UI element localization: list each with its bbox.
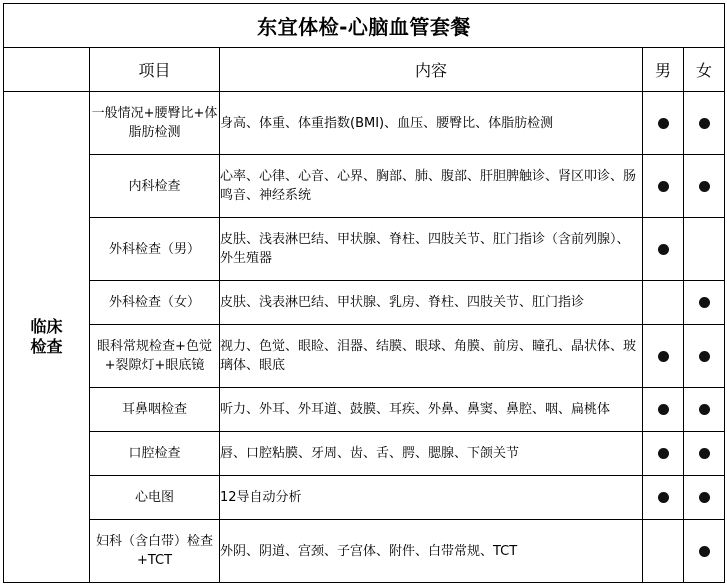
female-mark-cell — [684, 432, 725, 476]
female-mark-cell — [684, 520, 725, 583]
content-cell: 视力、色觉、眼睑、泪器、结膜、眼球、角膜、前房、瞳孔、晶状体、玻璃体、眼底 — [220, 325, 643, 388]
male-dot — [658, 448, 669, 459]
table-row — [4, 92, 725, 155]
female-mark-cell — [684, 476, 725, 520]
category-label: 临床检查 — [30, 317, 63, 356]
male-dot — [658, 404, 669, 415]
content-cell: 听力、外耳、外耳道、鼓膜、耳疾、外鼻、鼻窦、鼻腔、咽、扁桃体 — [220, 388, 643, 432]
male-mark-cell — [643, 432, 684, 476]
item-cell: 耳鼻咽检查 — [90, 388, 220, 432]
male-dot — [658, 351, 669, 362]
content-cell: 唇、口腔粘膜、牙周、齿、舌、腭、腮腺、下颌关节 — [220, 432, 643, 476]
table-row — [4, 388, 725, 432]
female-mark-cell — [684, 92, 725, 155]
female-dot — [699, 546, 710, 557]
content-cell: 12导自动分析 — [220, 476, 643, 520]
item-cell: 口腔检查 — [90, 432, 220, 476]
table-row — [4, 432, 725, 476]
content-cell: 皮肤、浅表淋巴结、甲状腺、脊柱、四肢关节、肛门指诊（含前列腺）、外生殖器 — [220, 218, 643, 281]
header-male: 男 — [643, 48, 684, 92]
table-row — [4, 476, 725, 520]
content-cell: 外阴、阴道、宫颈、子宫体、附件、白带常规、TCT — [220, 520, 643, 583]
male-mark-cell — [643, 92, 684, 155]
male-mark-cell — [643, 155, 684, 218]
item-cell: 妇科（含白带）检查+TCT — [90, 520, 220, 583]
item-cell: 一般情况+腰臀比+体脂肪检测 — [90, 92, 220, 155]
female-dot — [699, 448, 710, 459]
male-dot — [658, 181, 669, 192]
male-mark-cell — [643, 476, 684, 520]
female-mark-cell — [684, 155, 725, 218]
header-item: 项目 — [90, 48, 220, 92]
male-dot — [658, 118, 669, 129]
female-dot — [699, 492, 710, 503]
female-dot — [699, 351, 710, 362]
female-mark-cell — [684, 281, 725, 325]
female-mark-cell — [684, 325, 725, 388]
table-row — [4, 281, 725, 325]
header-category-cell — [4, 48, 90, 92]
female-dot — [699, 297, 710, 308]
table-row — [4, 155, 725, 218]
table-row — [4, 325, 725, 388]
item-cell: 眼科常规检查+色觉+裂隙灯+眼底镜 — [90, 325, 220, 388]
female-mark-cell — [684, 388, 725, 432]
table-row — [4, 218, 725, 281]
header-female: 女 — [684, 48, 725, 92]
male-dot — [658, 244, 669, 255]
table-title: 东宜体检-心脑血管套餐 — [4, 4, 725, 48]
item-cell: 心电图 — [90, 476, 220, 520]
male-mark-cell — [643, 325, 684, 388]
content-cell: 皮肤、浅表淋巴结、甲状腺、乳房、脊柱、四肢关节、肛门指诊 — [220, 281, 643, 325]
table-row — [4, 520, 725, 583]
category-cell — [4, 92, 90, 583]
header-row — [4, 48, 725, 92]
content-cell: 身高、体重、体重指数(BMI)、血压、腰臀比、体脂肪检测 — [220, 92, 643, 155]
male-mark-cell — [643, 388, 684, 432]
content-cell: 心率、心律、心音、心界、胸部、肺、腹部、肝胆脾触诊、肾区叩诊、肠鸣音、神经系统 — [220, 155, 643, 218]
header-content: 内容 — [220, 48, 643, 92]
title-row — [4, 4, 725, 48]
male-mark-cell — [643, 281, 684, 325]
item-cell: 内科检查 — [90, 155, 220, 218]
page — [3, 3, 724, 583]
female-mark-cell — [684, 218, 725, 281]
female-dot — [699, 181, 710, 192]
item-cell: 外科检查（女） — [90, 281, 220, 325]
female-dot — [699, 404, 710, 415]
package-table — [3, 3, 725, 583]
female-dot — [699, 118, 710, 129]
male-dot — [658, 492, 669, 503]
male-mark-cell — [643, 218, 684, 281]
male-mark-cell — [643, 520, 684, 583]
item-cell: 外科检查（男） — [90, 218, 220, 281]
